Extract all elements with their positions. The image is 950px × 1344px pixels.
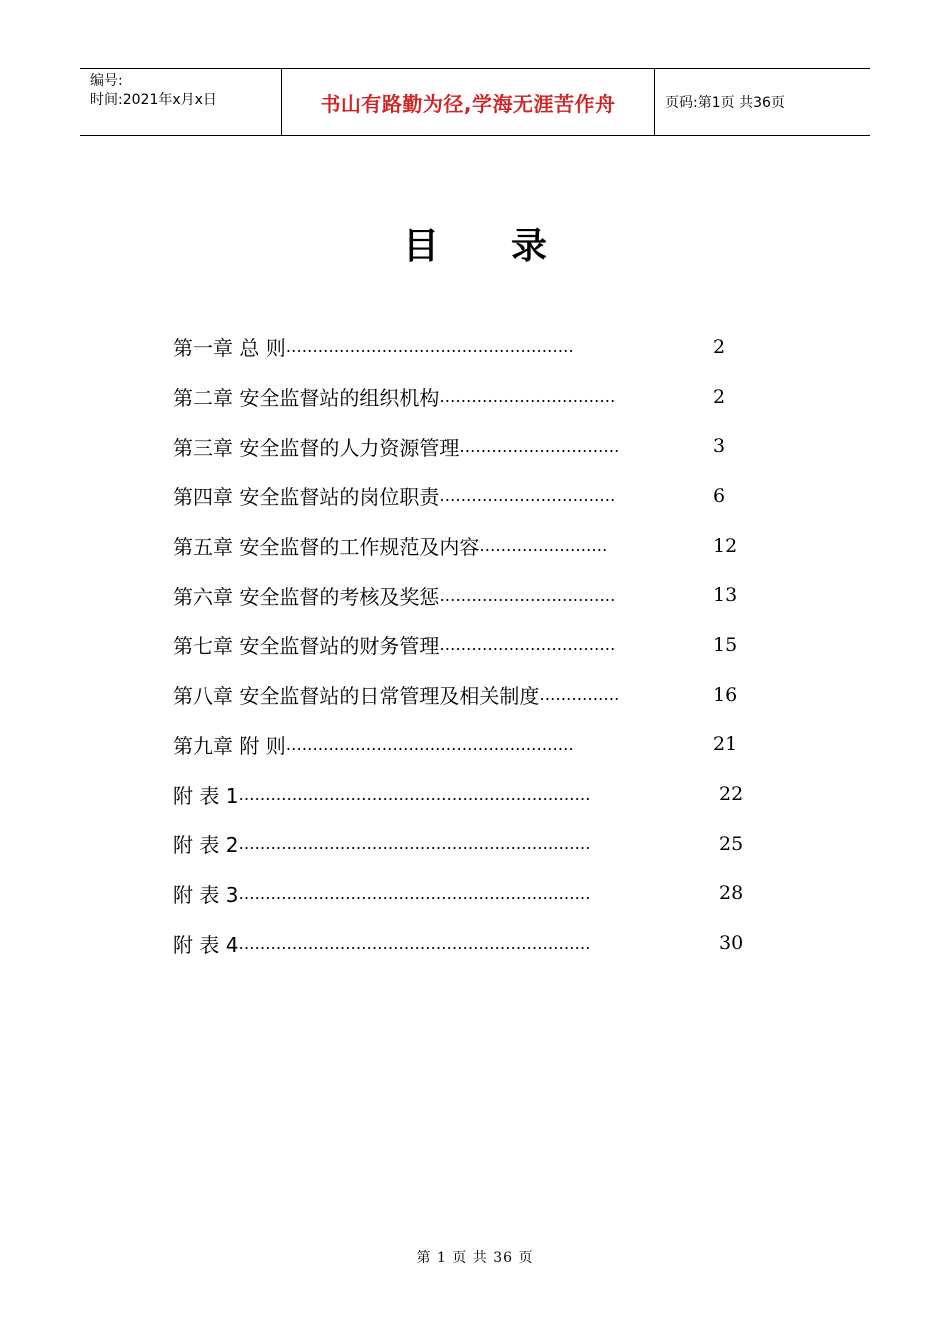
document-date-label: 时间:2021年x月x日 — [90, 92, 217, 108]
toc-entry[interactable] — [173, 670, 773, 720]
toc-entry-label: 第四章 安全监督站的岗位职责 — [173, 485, 440, 510]
title-char-2: 录 — [511, 226, 548, 267]
toc-entry-label: 附 表 1 — [173, 783, 239, 808]
toc-entry-leader: ………………………………………………………… — [238, 834, 591, 854]
header-motto: 书山有路勤为径,学海无涯苦作舟 — [320, 91, 616, 116]
toc-entry-page-number: 30 — [719, 932, 744, 955]
toc-entry[interactable] — [173, 471, 773, 521]
toc-entry-leader: …………………… — [479, 536, 608, 556]
title-char-1: 目 — [402, 226, 439, 267]
toc-entry[interactable] — [173, 421, 773, 471]
header-page-cell — [655, 69, 870, 135]
toc-entry-label: 第九章 附 则 — [173, 733, 286, 758]
toc-entry[interactable] — [173, 620, 773, 670]
toc-entry-page-number: 2 — [713, 335, 726, 358]
document-number-label: 编号: — [90, 73, 123, 89]
toc-entry-label: 第三章 安全监督的人力资源管理 — [173, 435, 460, 460]
toc-entry-label: 附 表 3 — [173, 882, 239, 907]
toc-entry-page-number: 15 — [713, 633, 738, 656]
toc-entry-leader: ………………………………………………………… — [238, 784, 591, 804]
toc-entry-label: 附 表 4 — [173, 932, 239, 957]
toc-entry-page-number: 16 — [713, 683, 738, 706]
table-of-contents — [173, 322, 773, 968]
toc-entry-label: 第五章 安全监督的工作规范及内容 — [173, 535, 480, 560]
toc-entry-page-number: 25 — [719, 832, 744, 855]
toc-entry-label: 第六章 安全监督的考核及奖惩 — [173, 584, 440, 609]
toc-entry[interactable] — [173, 372, 773, 422]
toc-entry[interactable] — [173, 570, 773, 620]
toc-entry-label: 附 表 2 — [173, 833, 239, 858]
toc-entry-leader: …………………………… — [439, 635, 616, 655]
toc-entry[interactable] — [173, 720, 773, 770]
toc-entry-page-number: 2 — [713, 385, 726, 408]
toc-entry-leader: …………………………… — [439, 387, 616, 407]
toc-entry-page-number: 12 — [713, 534, 738, 557]
document-header — [80, 68, 870, 136]
toc-entry[interactable] — [173, 322, 773, 372]
toc-entry-page-number: 21 — [713, 733, 738, 756]
toc-entry-label: 第七章 安全监督站的财务管理 — [173, 634, 440, 659]
toc-entry-page-number: 22 — [719, 783, 744, 806]
toc-entry-leader: ………………………………………………………… — [238, 883, 591, 903]
toc-entry[interactable] — [173, 869, 773, 919]
toc-entry-page-number: 3 — [713, 435, 726, 458]
toc-entry-page-number: 28 — [719, 882, 744, 905]
page-footer: 第 1 页 共 36 页 — [416, 1250, 534, 1266]
header-meta-cell — [80, 69, 282, 135]
toc-entry-leader: …………………………… — [439, 486, 616, 506]
toc-entry[interactable] — [173, 769, 773, 819]
toc-entry-leader: …………… — [539, 685, 620, 705]
toc-entry-leader: ………………………… — [459, 436, 620, 456]
toc-entry-leader: ……………………………………………… — [285, 734, 574, 754]
toc-entry[interactable] — [173, 918, 773, 968]
toc-entry[interactable] — [173, 819, 773, 869]
toc-entry-label: 第一章 总 则 — [173, 336, 286, 361]
toc-entry-label: 第八章 安全监督站的日常管理及相关制度 — [173, 684, 540, 709]
toc-entry-leader: ………………………………………………………… — [238, 933, 591, 953]
header-motto-cell — [282, 69, 655, 135]
page-title — [0, 218, 950, 269]
toc-entry-leader: ……………………………………………… — [285, 337, 574, 357]
toc-entry-leader: …………………………… — [439, 585, 616, 605]
toc-entry-label: 第二章 安全监督站的组织机构 — [173, 386, 440, 411]
toc-entry-page-number: 13 — [713, 584, 738, 607]
toc-entry-page-number: 6 — [713, 484, 726, 507]
header-page-info: 页码:第1页 共36页 — [665, 95, 785, 111]
toc-entry[interactable] — [173, 521, 773, 571]
